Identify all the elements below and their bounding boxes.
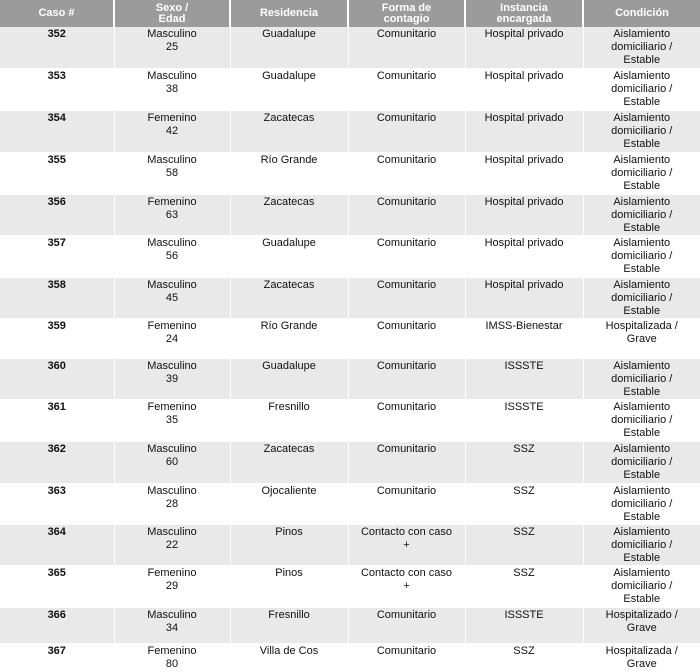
cell-condicion-text: domiciliario / [611, 455, 673, 468]
cell-residencia-text: Villa de Cos [259, 644, 319, 657]
cell-sexo-edad [114, 277, 230, 318]
cell-residencia-text: Guadalupe [262, 359, 316, 372]
cell-caso [0, 235, 114, 277]
cell-condicion-text: domiciliario / [611, 497, 673, 510]
cell-residencia-text: Fresnillo [268, 400, 310, 413]
cell-sexo-edad-text: 22 [165, 538, 179, 551]
cell-sexo-edad-text: 80 [165, 657, 179, 670]
cell-sexo-edad-text: 58 [165, 166, 179, 179]
cell-caso [0, 27, 114, 68]
cell-sexo-edad-text: Femenino [147, 400, 197, 413]
cell-caso-text: 363 [47, 484, 66, 497]
table-row [0, 27, 700, 68]
cell-residencia-text: Pinos [275, 525, 303, 538]
cell-condicion-text: Aislamiento [613, 236, 671, 249]
cell-instancia-text: Hospital privado [484, 195, 564, 208]
cell-condicion-text: Estable [623, 468, 661, 481]
cell-sexo-edad [114, 524, 230, 565]
cell-forma-contagio-text: Comunitario [376, 111, 437, 124]
header-label: Instancia [500, 1, 548, 14]
cell-residencia [230, 399, 348, 441]
cell-caso-text: 354 [47, 111, 66, 124]
cell-residencia [230, 110, 348, 152]
cell-sexo-edad [114, 68, 230, 110]
cell-instancia-text: ISSSTE [504, 359, 544, 372]
cell-forma-contagio-text: Comunitario [376, 644, 437, 657]
cell-condicion-text: Aislamiento [613, 153, 671, 166]
table-row [0, 277, 700, 318]
cell-sexo-edad-text: Masculino [147, 278, 197, 291]
cell-forma-contagio [348, 483, 465, 524]
cell-sexo-edad-text: Femenino [147, 319, 197, 332]
cell-residencia-text: Zacatecas [263, 111, 315, 124]
cell-sexo-edad-text: Masculino [147, 484, 197, 497]
table-row [0, 643, 700, 671]
cell-sexo-edad [114, 483, 230, 524]
table-row [0, 565, 700, 607]
cell-caso [0, 441, 114, 483]
cell-forma-contagio [348, 524, 465, 565]
cell-forma-contagio-text: Comunitario [376, 278, 437, 291]
cell-forma-contagio [348, 565, 465, 607]
cell-residencia [230, 441, 348, 483]
cell-condicion-text: Aislamiento [613, 111, 671, 124]
cell-condicion-text: Estable [623, 179, 661, 192]
header-row [0, 0, 700, 27]
cell-caso [0, 110, 114, 152]
cell-caso [0, 194, 114, 235]
cell-residencia-text: Zacatecas [263, 195, 315, 208]
table-row [0, 524, 700, 565]
cell-caso-text: 355 [47, 153, 66, 166]
cell-caso-text: 358 [47, 278, 66, 291]
header-condicion [583, 0, 700, 27]
header-label: Sexo / [155, 1, 189, 14]
cell-sexo-edad-text: Masculino [147, 69, 197, 82]
cell-instancia [465, 524, 583, 565]
cell-condicion-text: Estable [623, 221, 661, 234]
cell-residencia-text: Guadalupe [262, 236, 316, 249]
cell-instancia-text: SSZ [513, 644, 535, 657]
cell-condicion-text: domiciliario / [611, 579, 673, 592]
cell-instancia-text: SSZ [513, 442, 535, 455]
header-caso [0, 0, 114, 27]
cell-condicion [583, 152, 700, 194]
cell-condicion-text: Estable [623, 304, 661, 317]
cell-sexo-edad-text: 28 [165, 497, 179, 510]
cell-sexo-edad-text: 38 [165, 82, 179, 95]
header-label: Caso # [38, 7, 75, 19]
cell-sexo-edad-text: Masculino [147, 153, 197, 166]
cell-condicion-text: Aislamiento [613, 278, 671, 291]
cell-condicion-text: domiciliario / [611, 291, 673, 304]
cell-forma-contagio-text: Comunitario [376, 153, 437, 166]
cell-sexo-edad [114, 27, 230, 68]
cell-residencia [230, 68, 348, 110]
cell-caso [0, 318, 114, 358]
header-label: Forma de [381, 1, 432, 14]
cell-residencia [230, 27, 348, 68]
cell-caso-text: 364 [47, 525, 66, 538]
cell-condicion-text: Aislamiento [613, 442, 671, 455]
cell-residencia-text: Río Grande [260, 319, 318, 332]
cell-condicion-text: domiciliario / [611, 166, 673, 179]
cell-caso [0, 524, 114, 565]
cell-sexo-edad-text: 25 [165, 41, 179, 53]
cell-instancia [465, 358, 583, 399]
cell-instancia-text: SSZ [513, 566, 535, 579]
cell-condicion-text: Grave [626, 332, 657, 345]
table-row [0, 607, 700, 643]
cell-caso-text: 356 [47, 195, 66, 208]
table-row [0, 318, 700, 358]
cell-condicion-text: domiciliario / [611, 538, 673, 551]
header-forma-contagio [348, 0, 465, 27]
cell-condicion [583, 441, 700, 483]
cell-sexo-edad-text: 42 [165, 124, 179, 137]
cell-condicion [583, 68, 700, 110]
cell-condicion-text: Estable [623, 592, 661, 605]
cell-residencia [230, 277, 348, 318]
cell-condicion-text: Grave [626, 657, 657, 670]
cell-condicion-text: Estable [623, 54, 661, 66]
cell-residencia-text: Pinos [275, 566, 303, 579]
cell-instancia-text: Hospital privado [484, 69, 564, 82]
cell-condicion-text: Estable [623, 137, 661, 150]
cell-residencia [230, 524, 348, 565]
cell-sexo-edad [114, 441, 230, 483]
cell-condicion [583, 110, 700, 152]
header-instancia [465, 0, 583, 27]
cell-forma-contagio [348, 27, 465, 68]
table-row [0, 483, 700, 524]
table-row [0, 358, 700, 399]
cell-sexo-edad [114, 318, 230, 358]
cell-forma-contagio [348, 68, 465, 110]
cell-forma-contagio-text: + [403, 538, 410, 551]
cell-caso [0, 643, 114, 671]
cell-condicion-text: Estable [623, 95, 661, 108]
cell-sexo-edad [114, 110, 230, 152]
cell-instancia [465, 441, 583, 483]
cell-sexo-edad-text: 39 [165, 372, 179, 385]
cell-instancia [465, 235, 583, 277]
cell-forma-contagio-text: Comunitario [376, 236, 437, 249]
cell-caso-text: 367 [47, 644, 66, 657]
cell-sexo-edad [114, 565, 230, 607]
cell-forma-contagio [348, 194, 465, 235]
cell-forma-contagio-text: Comunitario [376, 442, 437, 455]
cell-condicion-text: Aislamiento [613, 484, 671, 497]
cell-residencia [230, 607, 348, 643]
cell-forma-contagio-text: Comunitario [376, 69, 437, 82]
cell-sexo-edad-text: Femenino [147, 644, 197, 657]
cell-sexo-edad-text: 63 [165, 208, 179, 221]
cell-condicion-text: Aislamiento [613, 69, 671, 82]
cell-condicion-text: domiciliario / [611, 413, 673, 426]
cell-forma-contagio-text: Contacto con caso [360, 566, 453, 579]
cell-residencia-text: Ojocaliente [261, 484, 317, 497]
cell-caso-text: 365 [47, 566, 66, 579]
cell-sexo-edad-text: Masculino [147, 442, 197, 455]
cell-instancia-text: Hospital privado [484, 111, 564, 124]
header-residencia [230, 0, 348, 27]
table-body [0, 27, 700, 671]
cell-residencia-text: Zacatecas [263, 278, 315, 291]
cell-caso-text: 361 [47, 400, 66, 413]
cell-residencia-text: Guadalupe [262, 69, 316, 82]
cell-condicion-text: Estable [623, 551, 661, 564]
cell-condicion-text: domiciliario / [611, 208, 673, 221]
cell-instancia-text: Hospital privado [484, 278, 564, 291]
cell-instancia [465, 607, 583, 643]
cell-condicion-text: Estable [623, 510, 661, 523]
cell-caso [0, 399, 114, 441]
cell-sexo-edad-text: 24 [165, 332, 179, 345]
cell-sexo-edad-text: Masculino [147, 525, 197, 538]
cell-forma-contagio [348, 607, 465, 643]
cell-sexo-edad-text: 56 [165, 249, 179, 262]
cell-residencia-text: Zacatecas [263, 442, 315, 455]
cell-caso [0, 68, 114, 110]
table-row [0, 235, 700, 277]
cell-sexo-edad-text: Femenino [147, 195, 197, 208]
cell-sexo-edad [114, 235, 230, 277]
cell-caso [0, 607, 114, 643]
cell-sexo-edad [114, 607, 230, 643]
cell-instancia-text: ISSSTE [504, 400, 544, 413]
cell-instancia [465, 194, 583, 235]
cell-instancia [465, 277, 583, 318]
cell-caso-text: 362 [47, 442, 66, 455]
cell-condicion [583, 565, 700, 607]
cell-instancia-text: Hospital privado [484, 236, 564, 249]
cell-instancia-text: IMSS-Bienestar [485, 319, 563, 332]
cell-condicion-text: Aislamiento [613, 28, 671, 40]
cell-instancia [465, 643, 583, 671]
cell-residencia [230, 358, 348, 399]
cell-condicion-text: domiciliario / [611, 41, 673, 53]
cell-condicion [583, 27, 700, 68]
cell-condicion [583, 318, 700, 358]
cell-condicion-text: Hospitalizada / [605, 644, 678, 657]
cell-forma-contagio-text: Comunitario [376, 319, 437, 332]
cell-caso [0, 152, 114, 194]
cell-sexo-edad-text: 34 [165, 621, 179, 634]
cell-forma-contagio-text: Comunitario [376, 195, 437, 208]
cell-forma-contagio-text: Comunitario [376, 484, 437, 497]
table-row [0, 68, 700, 110]
cell-sexo-edad-text: 45 [165, 291, 179, 304]
cell-caso-text: 352 [47, 28, 66, 40]
cell-instancia [465, 483, 583, 524]
cell-instancia [465, 399, 583, 441]
cell-instancia-text: Hospital privado [484, 28, 564, 40]
cell-forma-contagio-text: Comunitario [376, 400, 437, 413]
cell-condicion [583, 194, 700, 235]
cell-residencia [230, 318, 348, 358]
table-row [0, 441, 700, 483]
cell-condicion-text: Hospitalizado / [605, 608, 678, 621]
cell-residencia [230, 565, 348, 607]
cell-instancia [465, 110, 583, 152]
table-row [0, 194, 700, 235]
cell-sexo-edad [114, 358, 230, 399]
cell-condicion-text: Estable [623, 426, 661, 439]
cell-caso-text: 366 [47, 608, 66, 621]
cell-caso-text: 353 [47, 69, 66, 82]
cell-condicion-text: Aislamiento [613, 525, 671, 538]
cell-residencia [230, 483, 348, 524]
cell-condicion-text: domiciliario / [611, 249, 673, 262]
cell-caso [0, 483, 114, 524]
cell-caso [0, 358, 114, 399]
cell-instancia [465, 27, 583, 68]
cell-condicion-text: Estable [623, 385, 661, 398]
cell-forma-contagio-text: Comunitario [376, 359, 437, 372]
cell-sexo-edad [114, 194, 230, 235]
cell-forma-contagio [348, 643, 465, 671]
cell-sexo-edad [114, 643, 230, 671]
cell-residencia [230, 643, 348, 671]
cell-caso-text: 360 [47, 359, 66, 372]
cell-forma-contagio-text: + [403, 579, 410, 592]
cell-forma-contagio [348, 318, 465, 358]
cell-residencia-text: Río Grande [260, 153, 318, 166]
cell-instancia-text: SSZ [513, 525, 535, 538]
header-label: Condición [615, 7, 669, 19]
cell-condicion-text: domiciliario / [611, 124, 673, 137]
cell-sexo-edad-text: 35 [165, 413, 179, 426]
cell-caso-text: 357 [47, 236, 66, 249]
cell-sexo-edad [114, 399, 230, 441]
cell-condicion [583, 483, 700, 524]
cell-condicion [583, 643, 700, 671]
cell-forma-contagio [348, 399, 465, 441]
header-label: contagio [383, 12, 430, 25]
cell-instancia-text: ISSSTE [504, 608, 544, 621]
cell-condicion [583, 399, 700, 441]
cell-forma-contagio [348, 441, 465, 483]
cell-forma-contagio [348, 235, 465, 277]
cell-condicion-text: Estable [623, 262, 661, 275]
cell-instancia-text: SSZ [513, 484, 535, 497]
cell-residencia-text: Fresnillo [268, 608, 310, 621]
header-sexo-edad [114, 0, 230, 27]
cell-sexo-edad [114, 152, 230, 194]
cell-caso [0, 277, 114, 318]
cell-residencia [230, 235, 348, 277]
cell-condicion-text: domiciliario / [611, 82, 673, 95]
cell-forma-contagio [348, 152, 465, 194]
cell-condicion-text: Grave [626, 621, 657, 634]
cell-sexo-edad-text: 60 [165, 455, 179, 468]
table-row [0, 399, 700, 441]
cell-instancia-text: Hospital privado [484, 153, 564, 166]
cell-forma-contagio-text: Comunitario [376, 28, 437, 40]
table-row [0, 152, 700, 194]
cell-residencia [230, 194, 348, 235]
cell-condicion-text: Aislamiento [613, 566, 671, 579]
cell-condicion [583, 277, 700, 318]
cell-sexo-edad-text: Masculino [147, 359, 197, 372]
cell-condicion-text: Hospitalizada / [605, 319, 678, 332]
cell-condicion [583, 358, 700, 399]
cell-condicion-text: domiciliario / [611, 372, 673, 385]
cell-condicion [583, 607, 700, 643]
cell-instancia [465, 68, 583, 110]
cell-condicion-text: Aislamiento [613, 195, 671, 208]
cell-instancia [465, 318, 583, 358]
cell-caso [0, 565, 114, 607]
cell-condicion [583, 235, 700, 277]
cell-forma-contagio [348, 277, 465, 318]
cell-residencia-text: Guadalupe [262, 28, 316, 40]
cell-condicion-text: Aislamiento [613, 359, 671, 372]
header-label: Edad [158, 12, 186, 25]
cell-caso-text: 359 [47, 319, 66, 332]
cell-forma-contagio [348, 110, 465, 152]
table-row [0, 110, 700, 152]
cell-sexo-edad-text: Masculino [147, 28, 197, 40]
cell-forma-contagio [348, 358, 465, 399]
cell-sexo-edad-text: 29 [165, 579, 179, 592]
cell-forma-contagio-text: Comunitario [376, 608, 437, 621]
cell-sexo-edad-text: Masculino [147, 608, 197, 621]
table-header [0, 0, 700, 27]
cell-condicion-text: Aislamiento [613, 400, 671, 413]
cell-instancia [465, 565, 583, 607]
cell-forma-contagio-text: Contacto con caso [360, 525, 453, 538]
cell-condicion [583, 524, 700, 565]
cell-instancia [465, 152, 583, 194]
cell-sexo-edad-text: Femenino [147, 566, 197, 579]
cell-sexo-edad-text: Masculino [147, 236, 197, 249]
cell-residencia [230, 152, 348, 194]
header-label: Residencia [259, 7, 319, 19]
header-label: encargada [496, 12, 552, 25]
cell-sexo-edad-text: Femenino [147, 111, 197, 124]
